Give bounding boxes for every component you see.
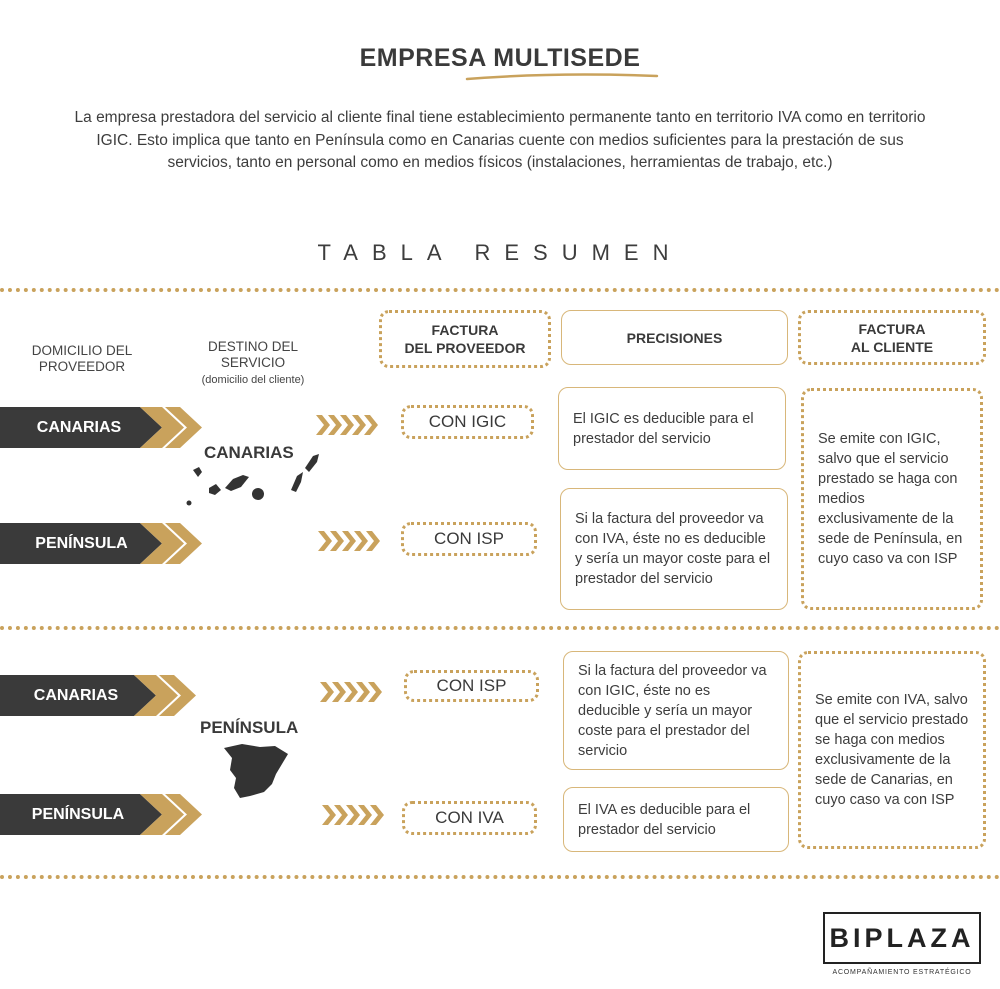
factura-proveedor-pill: CON ISP [404,670,539,702]
table-subtitle: TABLA RESUMEN [317,240,683,265]
domicilio-label: CANARIAS [33,687,119,704]
domicilio-label: CANARIAS [36,419,122,436]
precision-box: El IVA es deducible para el prestador del servicio [563,787,789,852]
separator-top [0,288,1000,292]
factura-proveedor-pill: CON IGIC [401,405,534,439]
factura-proveedor-pill: CON ISP [401,522,537,556]
chevron-arrows-icon [318,529,382,553]
destino-label: PENÍNSULA [200,718,299,737]
page-title: EMPRESA MULTISEDE [359,44,641,72]
factura-cliente-box: Se emite con IGIC, salvo que el servicio prestado se haga con medios exclusivamente de la sede de Península, en cuyo caso va con ISP [801,388,983,610]
precision-box: Si la factura del proveedor va con IGIC, éste no es deducible y sería un mayor coste para el prestador del servicio [563,651,789,770]
col-factura-proveedor-header: FACTURA DEL PROVEEDOR [379,310,551,368]
chevron-arrows-icon [316,413,380,437]
domicilio-label: PENÍNSULA [31,806,125,823]
spain-map-icon [220,742,292,800]
intro-paragraph: La empresa prestadora del servicio al cliente final tiene establecimiento permanente tanto en territorio IVA como en territorio IGIC. Esto implica que tanto en Península como en Canarias cuente con medios suficientes para la prestación de sus servicios, tanto en personal como en medios físicos (instalaciones, herramientas de trabajo, etc.) [74,109,926,171]
precision-box: El IGIC es deducible para el prestador del servicio [558,387,786,470]
factura-cliente-box: Se emite con IVA, salvo que el servicio prestado se haga con medios exclusivamente de la sede de Canarias, en cuyo caso va con ISP [798,651,986,849]
domicilio-label: PENÍNSULA [35,535,128,552]
domicilio-bar [0,794,210,835]
title-underline [465,70,660,84]
separator-middle [0,626,1000,630]
chevron-arrows-icon [322,803,386,827]
domicilio-bar [0,407,210,448]
col-precisiones-header: PRECISIONES [561,310,788,365]
col-factura-cliente-header: FACTURA AL CLIENTE [798,310,986,365]
domicilio-bar [0,675,210,716]
col-domicilio-header: DOMICILIO DEL PROVEEDOR [31,343,133,374]
destino-label: CANARIAS [204,443,294,462]
chevron-arrows-icon [320,680,384,704]
factura-proveedor-pill: CON IVA [402,801,537,835]
domicilio-bar [0,523,210,564]
col-destino-label: DESTINO DEL SERVICIO [207,339,299,370]
col-destino-sublabel: (domicilio del cliente) [201,374,305,386]
precision-box: Si la factura del proveedor va con IVA, éste no es deducible y sería un mayor coste para el prestador del servicio [560,488,788,610]
col-destino-header [184,339,322,388]
logo-tagline: ACOMPAÑAMIENTO ESTRATÉGICO [832,969,972,976]
separator-bottom [0,875,1000,879]
canary-islands-map-icon [185,448,325,510]
biplaza-logo: BIPLAZA [823,912,981,964]
